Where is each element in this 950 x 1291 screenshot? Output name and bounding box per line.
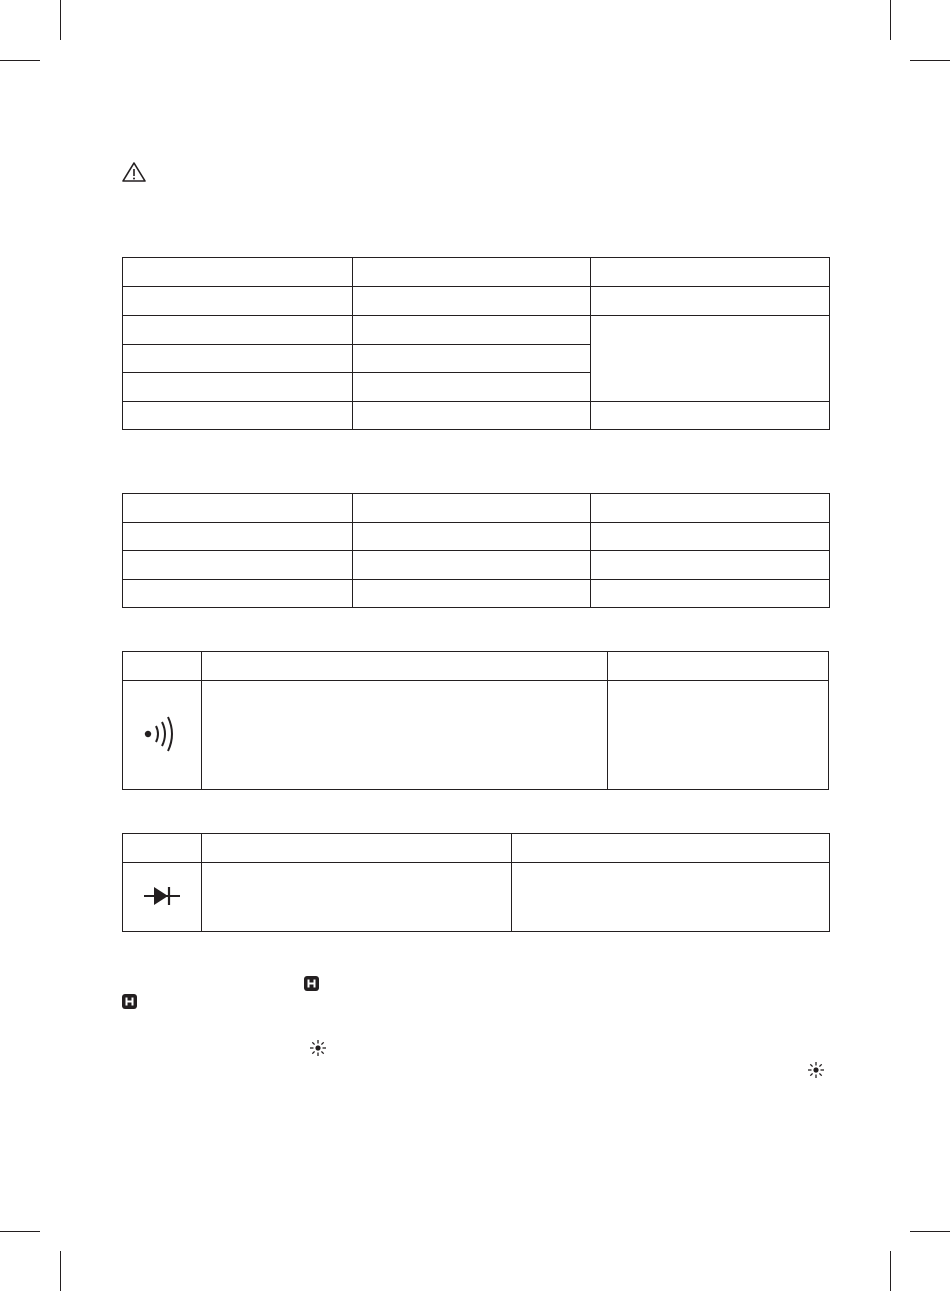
table-cell [353, 287, 591, 316]
diode-symbol-icon [142, 884, 182, 908]
table-cell [512, 863, 830, 932]
table-cell [591, 402, 830, 430]
crop-mark [0, 1231, 40, 1232]
range-table-2 [122, 493, 830, 608]
table-cell [123, 834, 202, 863]
table-cell [123, 316, 353, 345]
range-table-1 [122, 257, 830, 430]
table-cell [353, 580, 591, 608]
warning-triangle-icon [122, 162, 146, 182]
data-hold-H-icon [304, 976, 319, 991]
table-cell [591, 258, 830, 287]
table-cell [123, 402, 353, 430]
table-cell-merged [591, 316, 830, 402]
crop-mark [890, 0, 891, 40]
table-cell [202, 863, 512, 932]
crop-mark [910, 1231, 950, 1232]
table-cell [123, 580, 353, 608]
table-cell [123, 652, 202, 681]
table-cell [591, 287, 830, 316]
table-cell [353, 258, 591, 287]
crop-mark [910, 60, 950, 61]
table-cell [353, 402, 591, 430]
table-cell [608, 652, 829, 681]
table-cell [353, 316, 591, 345]
table-cell [202, 652, 608, 681]
table-cell [353, 494, 591, 523]
table-cell [353, 523, 591, 551]
table-cell [512, 834, 830, 863]
table-cell [123, 551, 353, 580]
crop-mark [0, 60, 40, 61]
crop-mark [890, 1251, 891, 1291]
continuity-beeper-icon [140, 713, 184, 755]
table-cell [353, 345, 591, 373]
backlight-sun-icon [309, 1039, 327, 1057]
table-cell [123, 681, 202, 790]
table-cell [353, 551, 591, 580]
table-cell [123, 373, 353, 402]
table-cell [353, 373, 591, 402]
table-cell [591, 494, 830, 523]
table-cell [591, 523, 830, 551]
backlight-sun-icon [807, 1061, 825, 1079]
table-cell [591, 580, 830, 608]
table-cell [123, 494, 353, 523]
data-hold-H-icon [122, 994, 137, 1009]
table-cell [123, 523, 353, 551]
crop-mark [60, 1251, 61, 1291]
diode-table [122, 833, 830, 932]
table-cell [123, 345, 353, 373]
table-cell [202, 681, 608, 790]
crop-mark [60, 0, 61, 40]
continuity-table [122, 651, 829, 790]
table-cell [591, 551, 830, 580]
table-cell [608, 681, 829, 790]
table-cell [123, 258, 353, 287]
table-cell [202, 834, 512, 863]
table-cell [123, 287, 353, 316]
table-cell [123, 863, 202, 932]
